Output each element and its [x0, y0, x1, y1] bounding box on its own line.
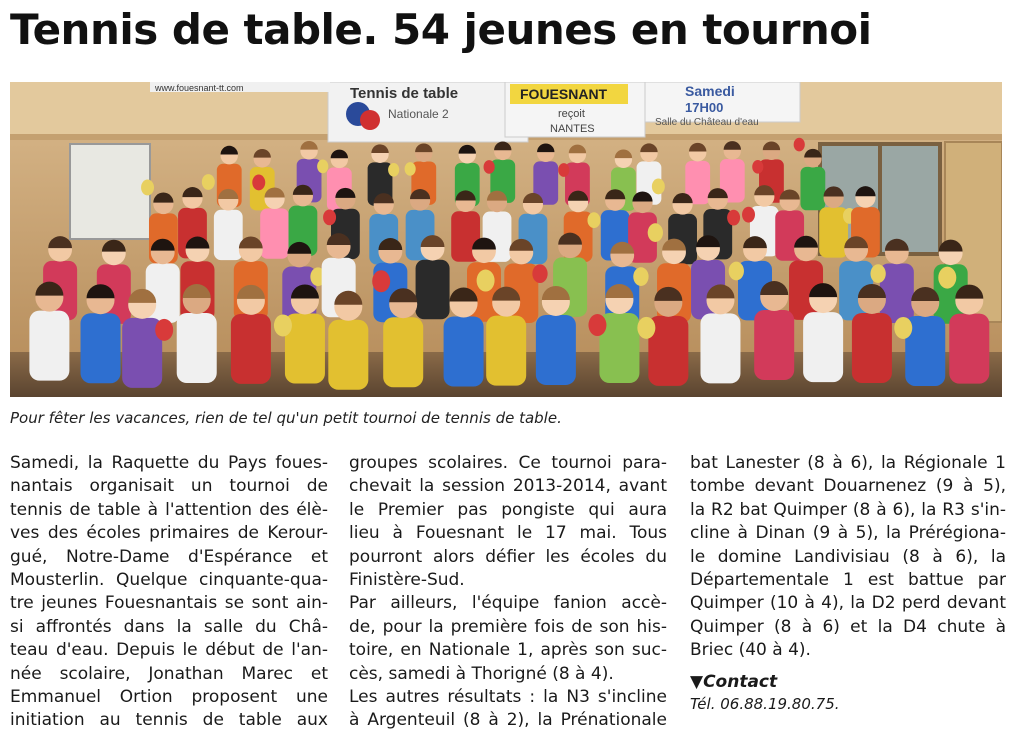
text-line: Emmanuel Ortion proposent une [10, 687, 328, 708]
text-line: lieu à Fouesnant le 17 mai. Tous [349, 523, 667, 544]
text-line: à Argenteuil (8 à 2), la Prénationale [349, 710, 667, 731]
banner-left-sub: Nationale 2 [388, 107, 449, 121]
text-line: bat Lanester (8 à 6), la Régionale 1 [690, 453, 1006, 473]
paragraph-3 [349, 592, 667, 686]
text-line: tennis de table à l'attention des élè- [10, 499, 328, 520]
banner-right-sub: 17H00 [685, 100, 724, 115]
text-line: initiation au tennis de table aux [10, 710, 328, 731]
text-line: tre jeunes Fouesnantais se sont ain- [10, 593, 328, 614]
banner-yellow: FOUESNANT [520, 86, 608, 102]
text-line: cline à Dinan (9 à 5), la Prérégiona- [690, 523, 1006, 544]
banner-recoit: reçoit [558, 108, 585, 120]
text-line: pourront alors défier les écoles du [349, 546, 667, 567]
text-line: tombe devant Douarnenez (9 à 5), [690, 476, 1006, 497]
text-line: née scolaire, Jonathan Marec et [10, 663, 328, 684]
text-line: toire, en Nationale 1, après son suc- [349, 640, 667, 661]
photo-caption: Pour fêter les vacances, rien de tel qu'un petit tournoi de tennis de table. [10, 409, 562, 427]
text-line: de, pour la première fois de son his- [349, 616, 667, 637]
article-column-1 [10, 452, 328, 733]
text-line: nantais organisait un tournoi de [10, 476, 328, 497]
text-line: Départementale 1 est battue par [690, 570, 1006, 591]
text-line: gué, Notre-Dame d'Espérance et [10, 546, 328, 567]
text-line: Quimper (10 à 4), la D2 perd devant [690, 593, 1006, 614]
contact-phone: Tél. 06.88.19.80.75. [690, 694, 840, 713]
paragraph-4-continued [690, 452, 1006, 663]
text-line: groupes scolaires. Ce tournoi para- [349, 453, 667, 473]
text-line: Par ailleurs, l'équipe fanion accè- [349, 593, 667, 614]
article-photo [10, 82, 1002, 397]
text-line: Samedi, la Raquette du Pays foues- [10, 453, 328, 473]
text-line: chevait la session 2013-2014, avant [349, 476, 667, 497]
text-line: ves des écoles primaires de Kerour- [10, 523, 328, 544]
banner-right [645, 82, 800, 128]
text-line: Briec (40 à 4). [690, 640, 811, 661]
text-line: Finistère-Sud. [349, 570, 465, 591]
text-line: le domine Landivisiau (8 à 6), la [690, 546, 1006, 567]
banner-right-title: Samedi [685, 83, 735, 99]
text-line: Mousterlin. Quelque cinquante-qua- [10, 570, 328, 591]
text-line: le Premier pas pongiste qui aura [349, 499, 667, 520]
text-line: si affrontés dans la salle du Châ- [10, 616, 328, 637]
paragraph-1 [10, 452, 328, 733]
banner-nantes: NANTES [550, 123, 595, 135]
url-sign [150, 82, 330, 93]
banner-right-sub2: Salle du Château d'eau [655, 117, 759, 128]
banner-left [328, 82, 528, 142]
article-column-3 [690, 452, 1006, 715]
paragraph-2 [349, 452, 667, 592]
article-column-2 [349, 452, 667, 733]
text-line: la R2 bat Quimper (8 à 6), la R3 s'in- [690, 499, 1006, 520]
svg-text:www.fouesnant-tt.com: www.fouesnant-tt.com [155, 83, 244, 93]
headline: Tennis de table. 54 jeunes en tournoi [10, 5, 872, 54]
contact-heading: ▼Contact [690, 671, 778, 692]
paragraph-4 [349, 686, 667, 733]
banner-left-title: Tennis de table [350, 85, 459, 102]
text-line: teau d'eau. Depuis le début de l'an- [10, 640, 328, 661]
text-line: Quimper (8 à 6) et la D4 chute à [690, 616, 1006, 637]
text-line: cès, samedi à Thorigné (8 à 4). [349, 663, 614, 684]
text-line: Les autres résultats : la N3 s'incline [349, 687, 667, 708]
banner-middle [505, 82, 645, 137]
